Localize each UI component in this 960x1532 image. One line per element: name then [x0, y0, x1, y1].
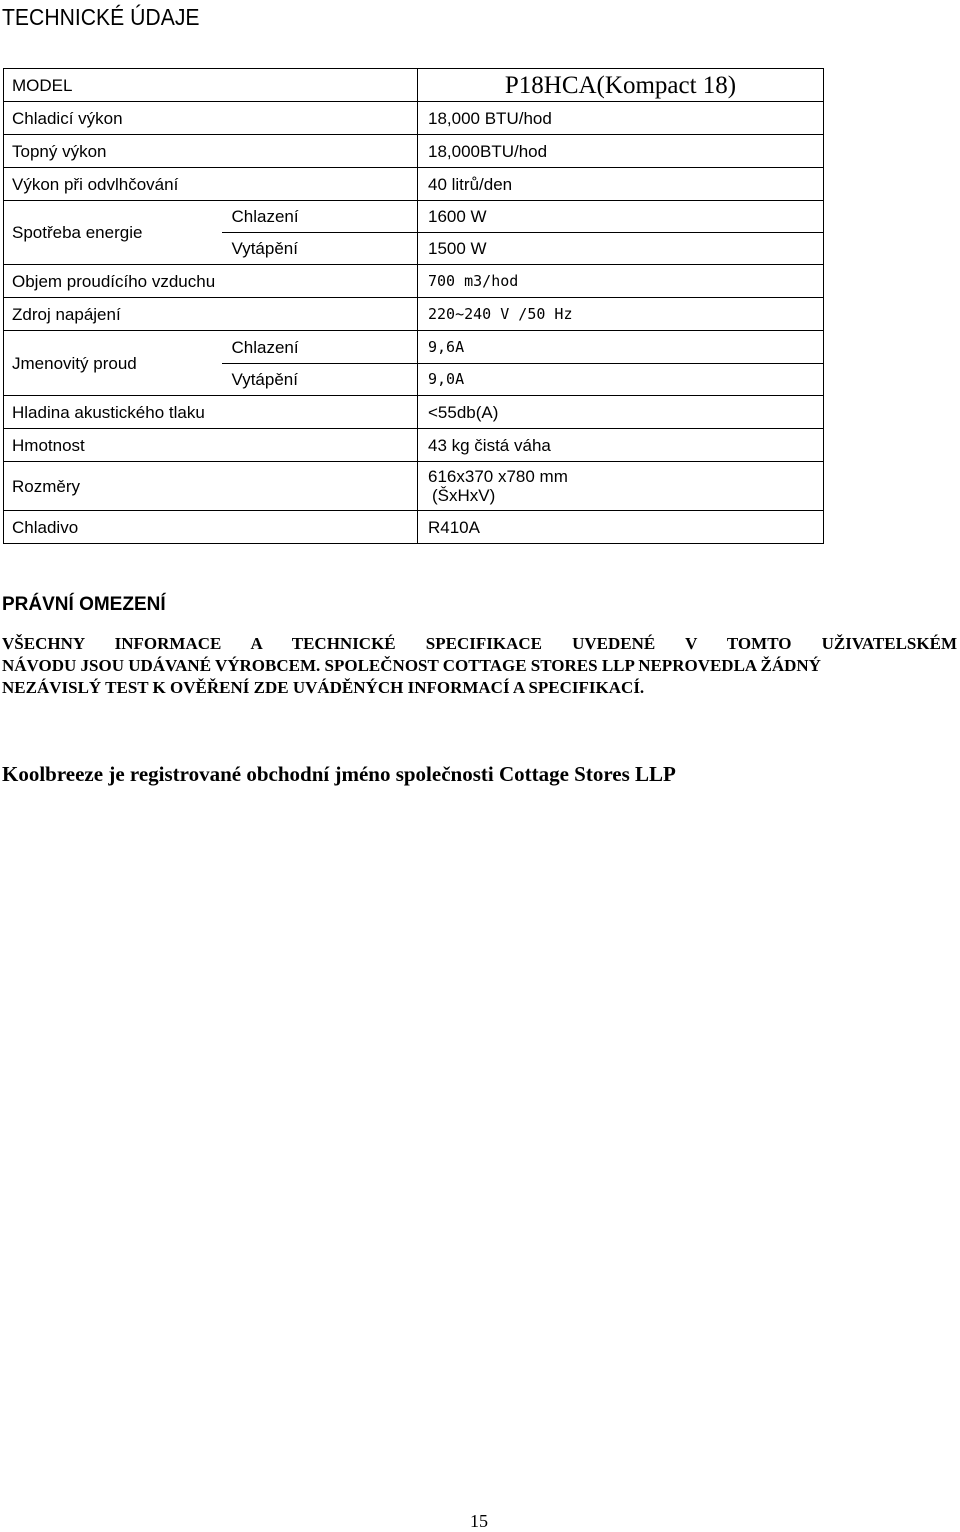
table-row-noise: [4, 396, 824, 429]
airflow-label: Objem proudícího vzduchu: [4, 265, 418, 298]
legal-line-3: NEZÁVISLÝ TEST K OVĚŘENÍ ZDE UVÁDĚNÝCH INFORMACÍ A SPECIFIKACÍ.: [2, 678, 645, 697]
refrigerant-label: Chladivo: [4, 511, 418, 544]
power-consumption-cooling-label: Chlazení: [222, 201, 418, 233]
table-row-heating-capacity: [4, 135, 824, 168]
power-consumption-cooling-value: 1600 W: [418, 201, 824, 233]
table-row-power-consumption-cooling: [4, 201, 824, 233]
rated-current-heating-value: 9,0A: [418, 364, 824, 396]
rated-current-label: Jmenovitý proud: [4, 331, 222, 396]
table-row-refrigerant: [4, 511, 824, 544]
table-row-weight: [4, 429, 824, 462]
model-value: P18HCA(Kompact 18): [418, 69, 824, 102]
rated-current-cooling-value: 9,6A: [418, 331, 824, 364]
weight-label: Hmotnost: [4, 429, 418, 462]
rated-current-heating-label: Vytápění: [222, 364, 418, 396]
table-row-airflow: [4, 265, 824, 298]
page-title: TECHNICKÉ ÚDAJE: [2, 4, 200, 30]
noise-value: <55db(A): [418, 396, 824, 429]
cooling-capacity-label: Chladicí výkon: [4, 102, 418, 135]
specification-table: [3, 68, 824, 544]
airflow-value: 700 m3/hod: [418, 265, 824, 298]
power-consumption-label: Spotřeba energie: [4, 201, 222, 265]
brand-note: Koolbreeze je registrované obchodní jméno společnosti Cottage Stores LLP: [2, 762, 676, 786]
legal-disclaimer: [2, 633, 957, 699]
table-row-cooling-capacity: [4, 102, 824, 135]
legal-heading: PRÁVNÍ OMEZENÍ: [2, 594, 166, 615]
power-consumption-heating-value: 1500 W: [418, 233, 824, 265]
dimensions-label: Rozměry: [4, 462, 418, 511]
legal-line-2: NÁVODU JSOU UDÁVANÉ VÝROBCEM. SPOLEČNOST COTTAGE STORES LLP NEPROVEDLA ŽÁDNÝ: [2, 656, 821, 675]
dehumidification-label: Výkon při odvlhčování: [4, 168, 418, 201]
table-row-dehumidification: [4, 168, 824, 201]
legal-line-1: VŠECHNY INFORMACE A TECHNICKÉ SPECIFIKACE UVEDENÉ V TOMTO UŽIVATELSKÉM: [2, 634, 957, 653]
table-row-power-supply: [4, 298, 824, 331]
table-row-model: [4, 69, 824, 102]
weight-value: 43 kg čistá váha: [418, 429, 824, 462]
dehumidification-value: 40 litrů/den: [418, 168, 824, 201]
power-supply-value: 220~240 V /50 Hz: [418, 298, 824, 331]
rated-current-cooling-label: Chlazení: [222, 331, 418, 364]
dimensions-value-line1: 616x370 x780 mm: [428, 467, 568, 486]
heating-capacity-label: Topný výkon: [4, 135, 418, 168]
power-consumption-heating-label: Vytápění: [222, 233, 418, 265]
table-row-dimensions: [4, 462, 824, 511]
cooling-capacity-value: 18,000 BTU/hod: [418, 102, 824, 135]
table-row-rated-current-cooling: [4, 331, 824, 364]
heating-capacity-value: 18,000BTU/hod: [418, 135, 824, 168]
power-supply-label: Zdroj napájení: [4, 298, 418, 331]
noise-label: Hladina akustického tlaku: [4, 396, 418, 429]
dimensions-value: [418, 462, 824, 511]
refrigerant-value: R410A: [418, 511, 824, 544]
page-number: 15: [470, 1511, 488, 1531]
model-label: MODEL: [4, 69, 418, 102]
dimensions-value-line2: (ŠxHxV): [432, 486, 496, 505]
